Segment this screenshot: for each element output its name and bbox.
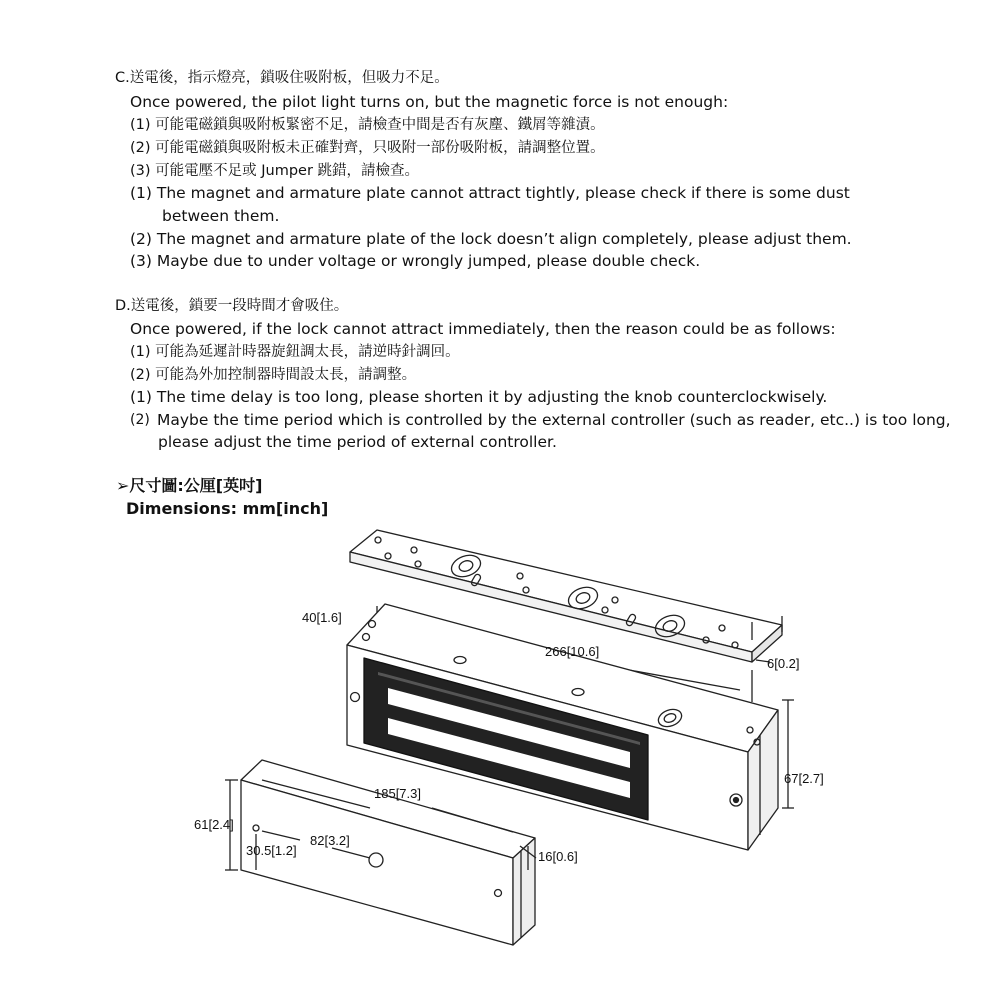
section-d-zh-item-1: (1) 可能為延遲計時器旋鈕調太長，請逆時針調回。 — [130, 344, 460, 360]
dimensions-heading-en: Dimensions: mm[inch] — [126, 499, 329, 518]
dim-82: 82[3.2] — [310, 833, 350, 848]
section-c-en-item-3: (3) Maybe due to under voltage or wrongly jumped, please double check. — [130, 252, 701, 270]
dim-40: 40[1.6] — [302, 610, 342, 625]
section-c-intro: Once powered, the pilot light turns on, but the magnetic force is not enough: — [130, 93, 729, 111]
dimensions-heading-zh: ➢尺寸圖:公厘[英吋] — [116, 476, 263, 495]
section-d-en-item-2-cont: please adjust the time period of external controller. — [158, 433, 557, 451]
section-c-zh-item-1: (1) 可能電磁鎖與吸附板緊密不足，請檢查中間是否有灰塵、鐵屑等雜漬。 — [130, 117, 605, 133]
dim-61: 61[2.4] — [194, 817, 234, 832]
section-d-heading: D.送電後，鎖要一段時間才會吸住。 — [115, 298, 349, 314]
dim-67: 67[2.7] — [784, 771, 824, 786]
section-d-intro: Once powered, if the lock cannot attract immediately, then the reason could be as follows: — [130, 320, 836, 338]
dim-6: 6[0.2] — [767, 656, 800, 671]
section-d-en-item-1: (1) The time delay is too long, please shorten it by adjusting the knob counterclockwisely. — [130, 388, 828, 406]
section-d-en-item-2: Maybe the time period which is controlled by the external controller (such as reader, etc..) is too long, — [157, 411, 951, 429]
section-c-en-item-1: (1) The magnet and armature plate cannot attract tightly, please check if there is some dust — [130, 184, 850, 202]
dim-16: 16[0.6] — [538, 849, 578, 864]
dim-30-5: 30.5[1.2] — [246, 843, 297, 858]
section-c-en-item-1-cont: between them. — [162, 207, 280, 225]
dim-185: 185[7.3] — [374, 786, 421, 801]
section-c-en-item-2: (2) The magnet and armature plate of the lock doesn’t align completely, please adjust them. — [130, 230, 852, 248]
section-d-zh-item-2: (2) 可能為外加控制器時間設太長，請調整。 — [130, 367, 417, 383]
dim-266: 266[10.6] — [545, 644, 600, 659]
section-c-heading: C.送電後，指示燈亮，鎖吸住吸附板，但吸力不足。 — [115, 70, 449, 86]
section-d-en-item-2-number: (2) — [130, 412, 150, 428]
section-c-zh-item-2: (2) 可能電磁鎖與吸附板未正確對齊，只吸附一部份吸附板，請調整位置。 — [130, 140, 605, 156]
section-c-zh-item-3: (3) 可能電壓不足或 Jumper 跳錯，請檢查。 — [130, 163, 420, 179]
